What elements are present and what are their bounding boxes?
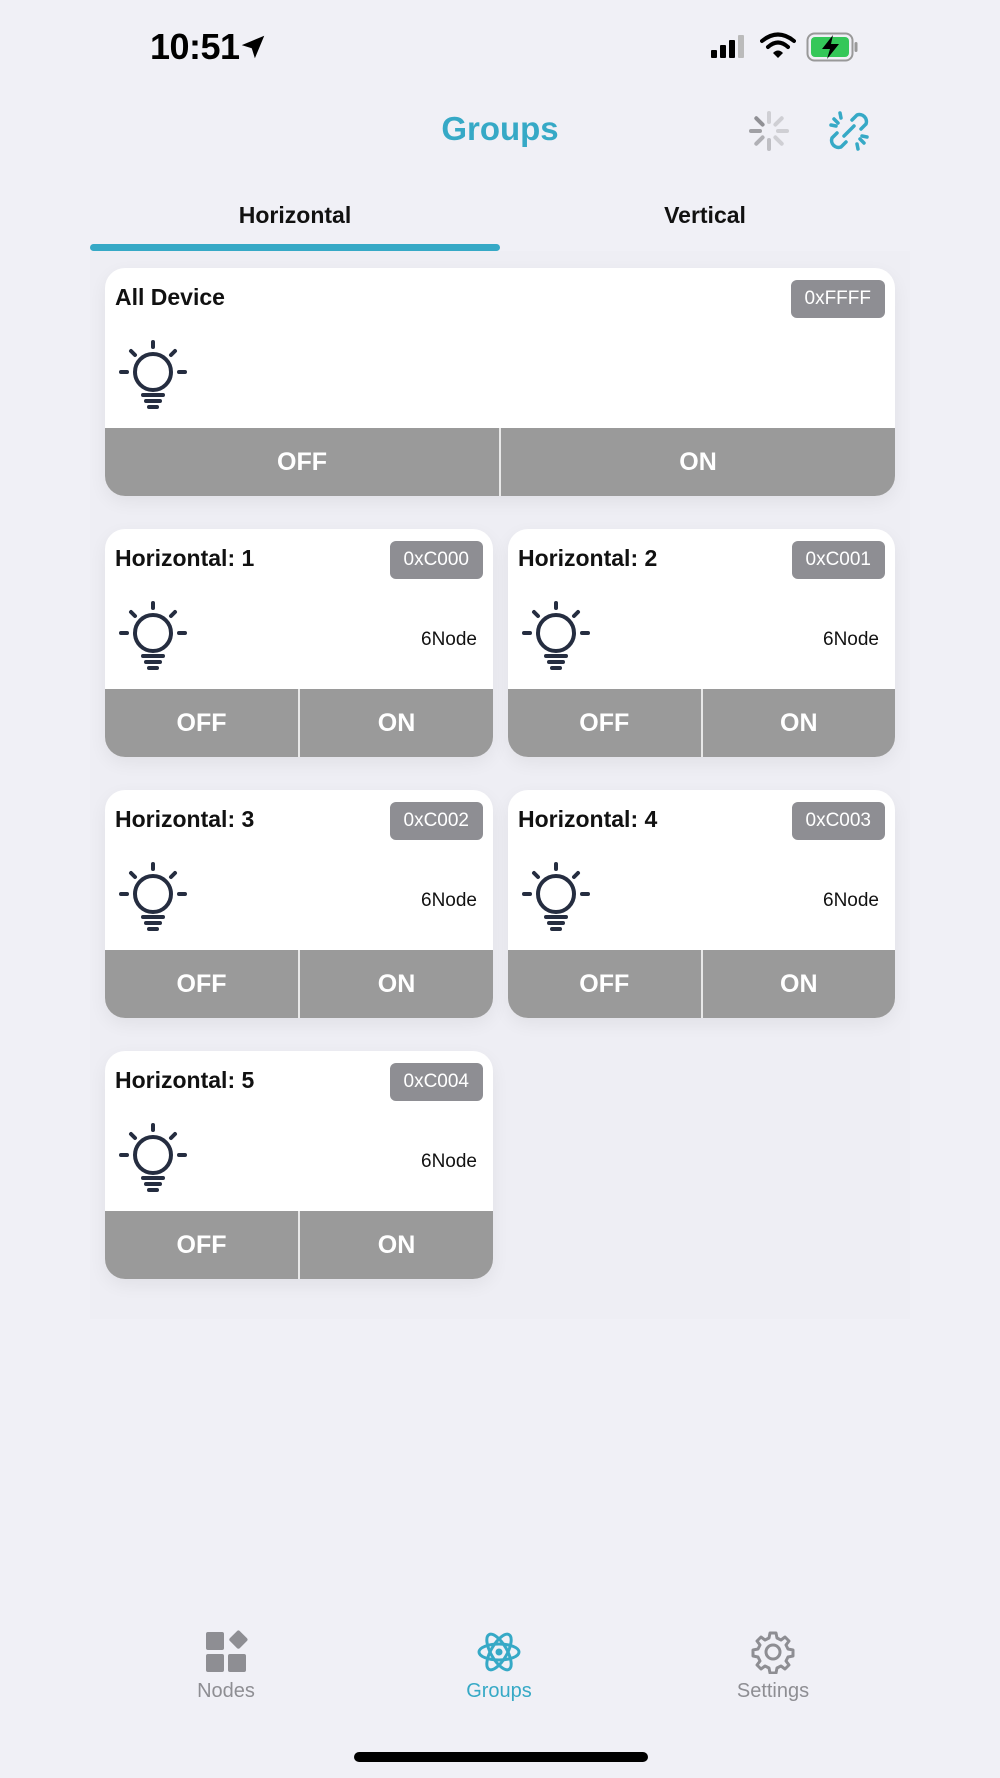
tabbar-label: Groups: [466, 1680, 532, 1702]
node-count: 6Node: [421, 1151, 477, 1172]
group-title: Horizontal: 4: [518, 806, 658, 832]
group-title: Horizontal: 1: [115, 545, 255, 571]
group-card-5: [105, 1051, 493, 1279]
off-button[interactable]: OFF: [176, 969, 227, 998]
address-badge: 0xFFFF: [791, 280, 886, 318]
off-button[interactable]: OFF: [579, 708, 630, 737]
wifi-icon: [760, 32, 796, 60]
lightbulb-icon: [522, 601, 594, 673]
address-badge: 0xC002: [390, 802, 484, 840]
tabbar-item-settings[interactable]: [693, 1630, 853, 1703]
button-row: [105, 1211, 493, 1279]
home-indicator: [354, 1752, 648, 1762]
address-badge: 0xC004: [390, 1063, 484, 1101]
segment-tabs: [90, 185, 910, 251]
group-card-2: [508, 529, 895, 757]
node-count: 6Node: [823, 890, 879, 911]
address-badge: 0xC000: [390, 541, 484, 579]
group-title: All Device: [115, 284, 225, 310]
off-button[interactable]: OFF: [579, 969, 630, 998]
on-button[interactable]: ON: [701, 689, 896, 757]
button-row: [508, 950, 895, 1018]
lightbulb-icon: [119, 1123, 191, 1195]
off-button[interactable]: OFF: [176, 708, 227, 737]
lightbulb-icon: [119, 601, 191, 673]
group-card-all-device: [105, 268, 895, 496]
off-button[interactable]: OFF: [277, 447, 327, 476]
group-title: Horizontal: 2: [518, 545, 658, 571]
group-card-1: [105, 529, 493, 757]
off-button[interactable]: OFF: [176, 1230, 227, 1259]
atom-icon: [477, 1630, 521, 1674]
on-button[interactable]: ON: [499, 428, 895, 496]
on-button[interactable]: ON: [298, 689, 493, 757]
address-badge: 0xC003: [792, 802, 886, 840]
cellular-signal-icon: [710, 35, 750, 59]
lightbulb-icon: [522, 862, 594, 934]
node-count: 6Node: [823, 629, 879, 650]
unlink-icon[interactable]: [828, 110, 870, 152]
tabbar-label: Nodes: [197, 1680, 255, 1702]
node-count: 6Node: [421, 629, 477, 650]
lightbulb-icon: [119, 862, 191, 934]
button-row: [105, 950, 493, 1018]
group-title: Horizontal: 5: [115, 1067, 255, 1093]
page-title: Groups: [441, 110, 559, 147]
status-bar: [0, 0, 1000, 95]
on-button[interactable]: ON: [298, 1211, 493, 1279]
nodes-grid-icon: [204, 1630, 248, 1674]
button-row: [508, 689, 895, 757]
button-row: [105, 428, 895, 496]
tabbar-item-groups[interactable]: [419, 1630, 579, 1703]
battery-charging-icon: [806, 32, 860, 62]
group-title: Horizontal: 3: [115, 806, 255, 832]
gear-icon: [751, 1630, 795, 1674]
location-arrow-icon: [238, 32, 268, 62]
on-button[interactable]: ON: [298, 950, 493, 1018]
group-card-3: [105, 790, 493, 1018]
lightbulb-icon: [119, 340, 191, 412]
on-button[interactable]: ON: [701, 950, 896, 1018]
node-count: 6Node: [421, 890, 477, 911]
tab-horizontal[interactable]: Horizontal: [90, 185, 500, 251]
tab-vertical[interactable]: Vertical: [664, 202, 746, 228]
tabbar-item-nodes[interactable]: [146, 1630, 306, 1703]
address-badge: 0xC001: [792, 541, 886, 579]
group-card-4: [508, 790, 895, 1018]
tabbar-label: Settings: [736, 1680, 810, 1702]
loading-spinner-icon[interactable]: [748, 110, 790, 152]
button-row: [105, 689, 493, 757]
status-time: 10:51: [150, 26, 240, 67]
